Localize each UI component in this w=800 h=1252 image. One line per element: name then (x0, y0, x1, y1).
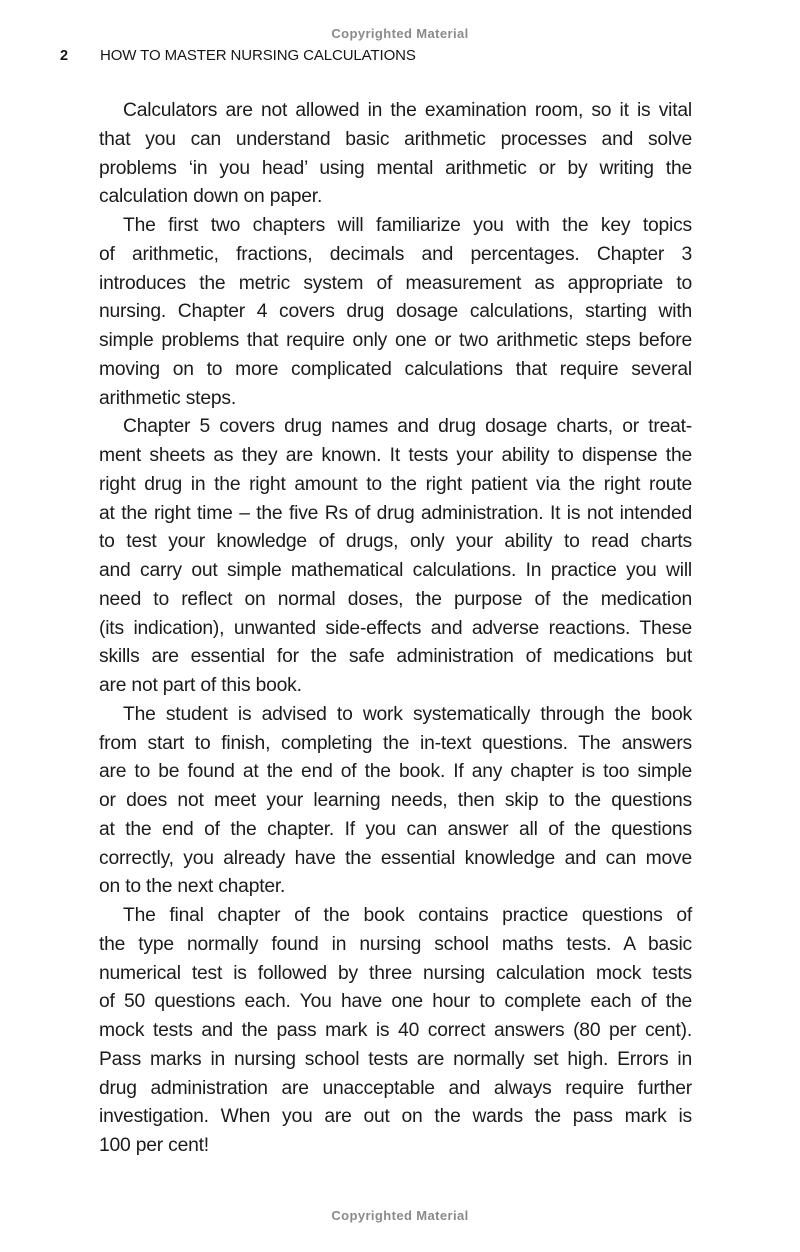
text-line: introduces the metric system of measurement as appropriate to (99, 272, 692, 294)
text-line: The final chapter of the book contains practice questions of (123, 905, 692, 926)
text-line: arithmetic steps. (99, 387, 236, 409)
text-line: skills are essential for the safe administration of medications but (99, 646, 692, 668)
text-line: that you can understand basic arithmetic processes and solve (99, 128, 692, 150)
text-line: of 50 questions each. You have one hour to complete each of the (99, 991, 692, 1013)
paragraph (99, 413, 692, 701)
text-line: right drug in the right amount to the right patient via the right route (99, 473, 692, 495)
text-line: at the right time – the five Rs of drug administration. It is not intended (99, 502, 692, 524)
text-line: and carry out simple mathematical calculations. In practice you will (99, 560, 692, 581)
paragraph (99, 212, 692, 413)
text-line: Pass marks in nursing school tests are normally set high. Errors in (99, 1048, 692, 1070)
text-line: nursing. Chapter 4 covers drug dosage calculations, starting with (99, 301, 692, 323)
text-line: drug administration are unacceptable and always require further (99, 1077, 692, 1099)
text-line: from start to finish, completing the in-text questions. The answers (99, 732, 692, 754)
text-line: investigation. When you are out on the wards the pass mark is (99, 1106, 692, 1128)
text-line: correctly, you already have the essential knowledge and can move (99, 847, 692, 869)
page-header (60, 47, 740, 65)
running-head-title: HOW TO MASTER NURSING CALCULATIONS (100, 47, 416, 64)
copyright-notice-bottom: Copyrighted Material (331, 1208, 469, 1223)
text-line: of arithmetic, fractions, decimals and percentages. Chapter 3 (99, 243, 692, 265)
text-line: The student is advised to work systematically through the book (123, 703, 692, 725)
text-line: numerical test is followed by three nursing calculation mock tests (99, 962, 692, 984)
text-line: The first two chapters will familiarize you with the key topics (123, 215, 692, 236)
text-line: are to be found at the end of the book. If any chapter is too simple (99, 761, 692, 783)
text-line: calculation down on paper. (99, 186, 323, 208)
text-line: on to the next chapter. (99, 876, 286, 898)
paragraph (99, 701, 692, 902)
text-line: ment sheets as they are known. It tests your ability to dispense the (99, 445, 692, 466)
copyright-notice-top: Copyrighted Material (331, 26, 469, 41)
text-line: simple problems that require only one or two arithmetic steps before (99, 330, 692, 351)
text-line: moving on to more complicated calculations that require several (99, 358, 692, 380)
text-line: the type normally found in nursing school maths tests. A basic (99, 933, 692, 955)
paragraph (99, 97, 692, 212)
text-line: at the end of the chapter. If you can answer all of the questions (99, 818, 692, 840)
text-line: (its indication), unwanted side-effects and adverse reactions. These (99, 617, 692, 639)
text-line: 100 per cent! (99, 1135, 209, 1156)
text-line: Calculators are not allowed in the examination room, so it is vital (123, 100, 692, 121)
body-text (99, 97, 692, 1161)
text-line: are not part of this book. (99, 675, 302, 696)
text-line: Chapter 5 covers drug names and drug dosage charts, or treat- (123, 416, 692, 438)
paragraph (99, 902, 692, 1161)
page-number: 2 (60, 48, 69, 64)
text-line: problems ‘in you head’ using mental arithmetic or by writing the (99, 157, 692, 179)
text-line: need to reflect on normal doses, the purpose of the medication (99, 588, 692, 610)
text-line: mock tests and the pass mark is 40 correct answers (80 per cent). (99, 1020, 692, 1041)
text-line: or does not meet your learning needs, then skip to the questions (99, 790, 692, 811)
text-line: to test your knowledge of drugs, only your ability to read charts (99, 531, 692, 553)
